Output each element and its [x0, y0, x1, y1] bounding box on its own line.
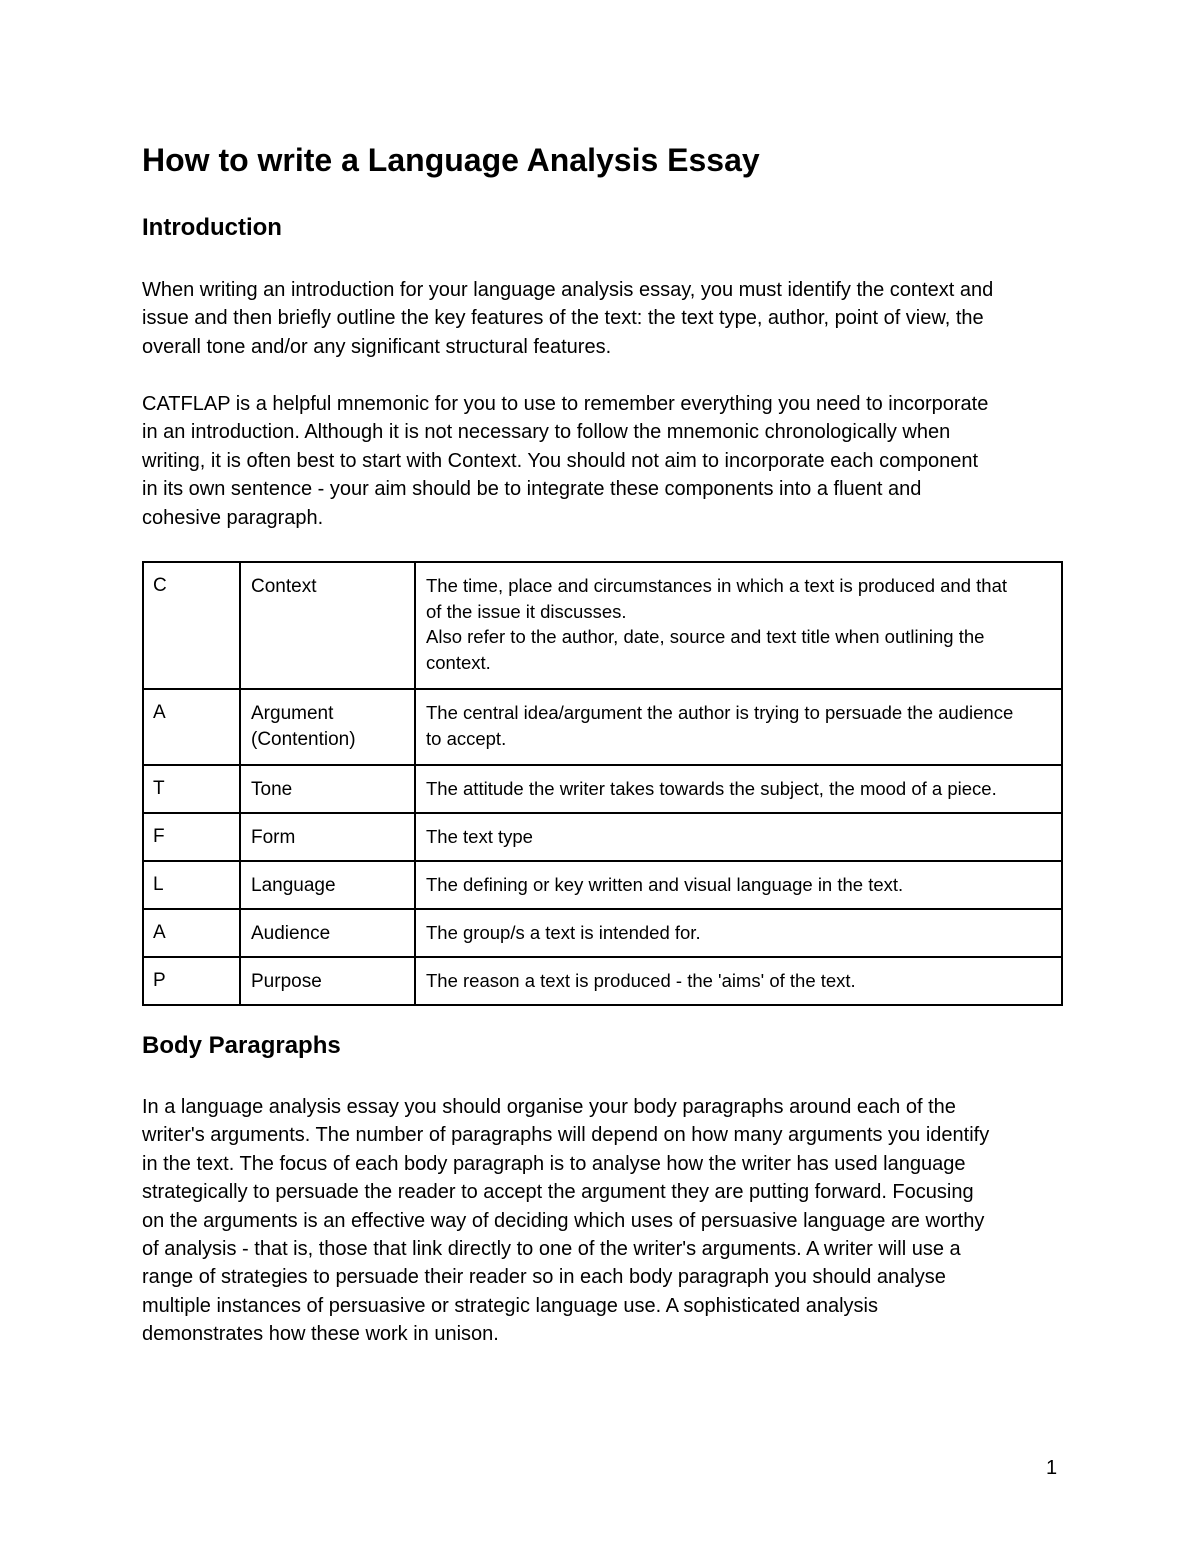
text-line: issue and then briefly outline the key features of the text: the text type, author, point of view, the — [142, 307, 984, 330]
text-line: writer's arguments. The number of paragraphs will depend on how many arguments you identify — [142, 1124, 990, 1147]
table-cell-letter: F — [143, 813, 240, 861]
table-row — [143, 765, 1062, 813]
component-name: Purpose — [251, 971, 322, 992]
text-line: range of strategies to persuade their reader so in each body paragraph you should analyse — [142, 1266, 946, 1289]
table-cell-component — [240, 957, 415, 1005]
table-cell-description — [415, 909, 1062, 957]
component-name: Context — [251, 576, 317, 597]
table-cell-description — [415, 813, 1062, 861]
description-line: The text type — [426, 826, 533, 847]
section-heading-introduction: Introduction — [142, 214, 282, 241]
introduction-paragraph-1 — [142, 276, 1072, 361]
component-name: Form — [251, 827, 296, 848]
table-row — [143, 909, 1062, 957]
page-number: 1 — [1046, 1457, 1058, 1479]
body-paragraphs-paragraph — [142, 1093, 1072, 1349]
text-line: in an introduction. Although it is not necessary to follow the mnemonic chronologically when — [142, 421, 951, 444]
table-row — [143, 813, 1062, 861]
table-row — [143, 562, 1062, 689]
text-line: multiple instances of persuasive or strategic language use. A sophisticated analysis — [142, 1294, 878, 1317]
text-line: cohesive paragraph. — [142, 506, 324, 529]
description-line: The central idea/argument the author is trying to persuade the audience — [426, 702, 1014, 723]
table-cell-letter: T — [143, 765, 240, 813]
table-cell-component — [240, 861, 415, 909]
table-cell-letter: A — [143, 909, 240, 957]
description-line: The reason a text is produced - the 'aims' of the text. — [426, 970, 856, 991]
table-cell-description — [415, 562, 1062, 689]
table-cell-component — [240, 689, 415, 765]
table-cell-component — [240, 765, 415, 813]
table-row — [143, 957, 1062, 1005]
description-line: The group/s a text is intended for. — [426, 922, 701, 943]
table-cell-description — [415, 689, 1062, 765]
text-line: of analysis - that is, those that link directly to one of the writer's arguments. A writer will use a — [142, 1238, 961, 1261]
catflap-table — [142, 561, 1063, 1006]
component-name: Tone — [251, 779, 293, 800]
description-line: to accept. — [426, 727, 507, 749]
text-line: writing, it is often best to start with Context. You should not aim to incorporate each component — [142, 449, 979, 472]
text-line: on the arguments is an effective way of deciding which uses of persuasive language are worthy — [142, 1209, 985, 1232]
table-cell-letter: A — [143, 689, 240, 765]
text-line: strategically to persuade the reader to accept the argument they are putting forward. Focusing — [142, 1181, 974, 1204]
table-cell-component — [240, 909, 415, 957]
component-name: Argument — [251, 703, 334, 724]
component-name: (Contention) — [251, 728, 356, 750]
introduction-paragraph-2 — [142, 390, 1072, 532]
table-cell-description — [415, 957, 1062, 1005]
component-name: Audience — [251, 923, 331, 944]
component-name: Language — [251, 875, 336, 896]
description-line: The defining or key written and visual language in the text. — [426, 874, 904, 895]
text-line: in the text. The focus of each body paragraph is to analyse how the writer has used language — [142, 1152, 966, 1175]
table-cell-description — [415, 765, 1062, 813]
table-cell-letter: P — [143, 957, 240, 1005]
description-line: The time, place and circumstances in which a text is produced and that — [426, 575, 1007, 596]
table-cell-description — [415, 861, 1062, 909]
text-line: In a language analysis essay you should organise your body paragraphs around each of the — [142, 1096, 956, 1118]
description-line: Also refer to the author, date, source and text title when outlining the — [426, 626, 985, 647]
table-row — [143, 689, 1062, 765]
table-row — [143, 861, 1062, 909]
document-title: How to write a Language Analysis Essay — [142, 142, 760, 178]
table-cell-letter: C — [143, 562, 240, 689]
table-cell-letter: L — [143, 861, 240, 909]
text-line: When writing an introduction for your language analysis essay, you must identify the context and — [142, 279, 994, 301]
table-cell-component — [240, 813, 415, 861]
text-line: demonstrates how these work in unison. — [142, 1323, 499, 1346]
description-line: context. — [426, 651, 491, 673]
text-line: CATFLAP is a helpful mnemonic for you to use to remember everything you need to incorporate — [142, 393, 989, 415]
section-heading-body-paragraphs: Body Paragraphs — [142, 1032, 341, 1059]
description-line: of the issue it discusses. — [426, 600, 627, 622]
text-line: in its own sentence - your aim should be to integrate these components into a fluent and — [142, 478, 922, 501]
text-line: overall tone and/or any significant structural features. — [142, 335, 612, 358]
description-line: The attitude the writer takes towards the subject, the mood of a piece. — [426, 778, 997, 799]
table-cell-component — [240, 562, 415, 689]
